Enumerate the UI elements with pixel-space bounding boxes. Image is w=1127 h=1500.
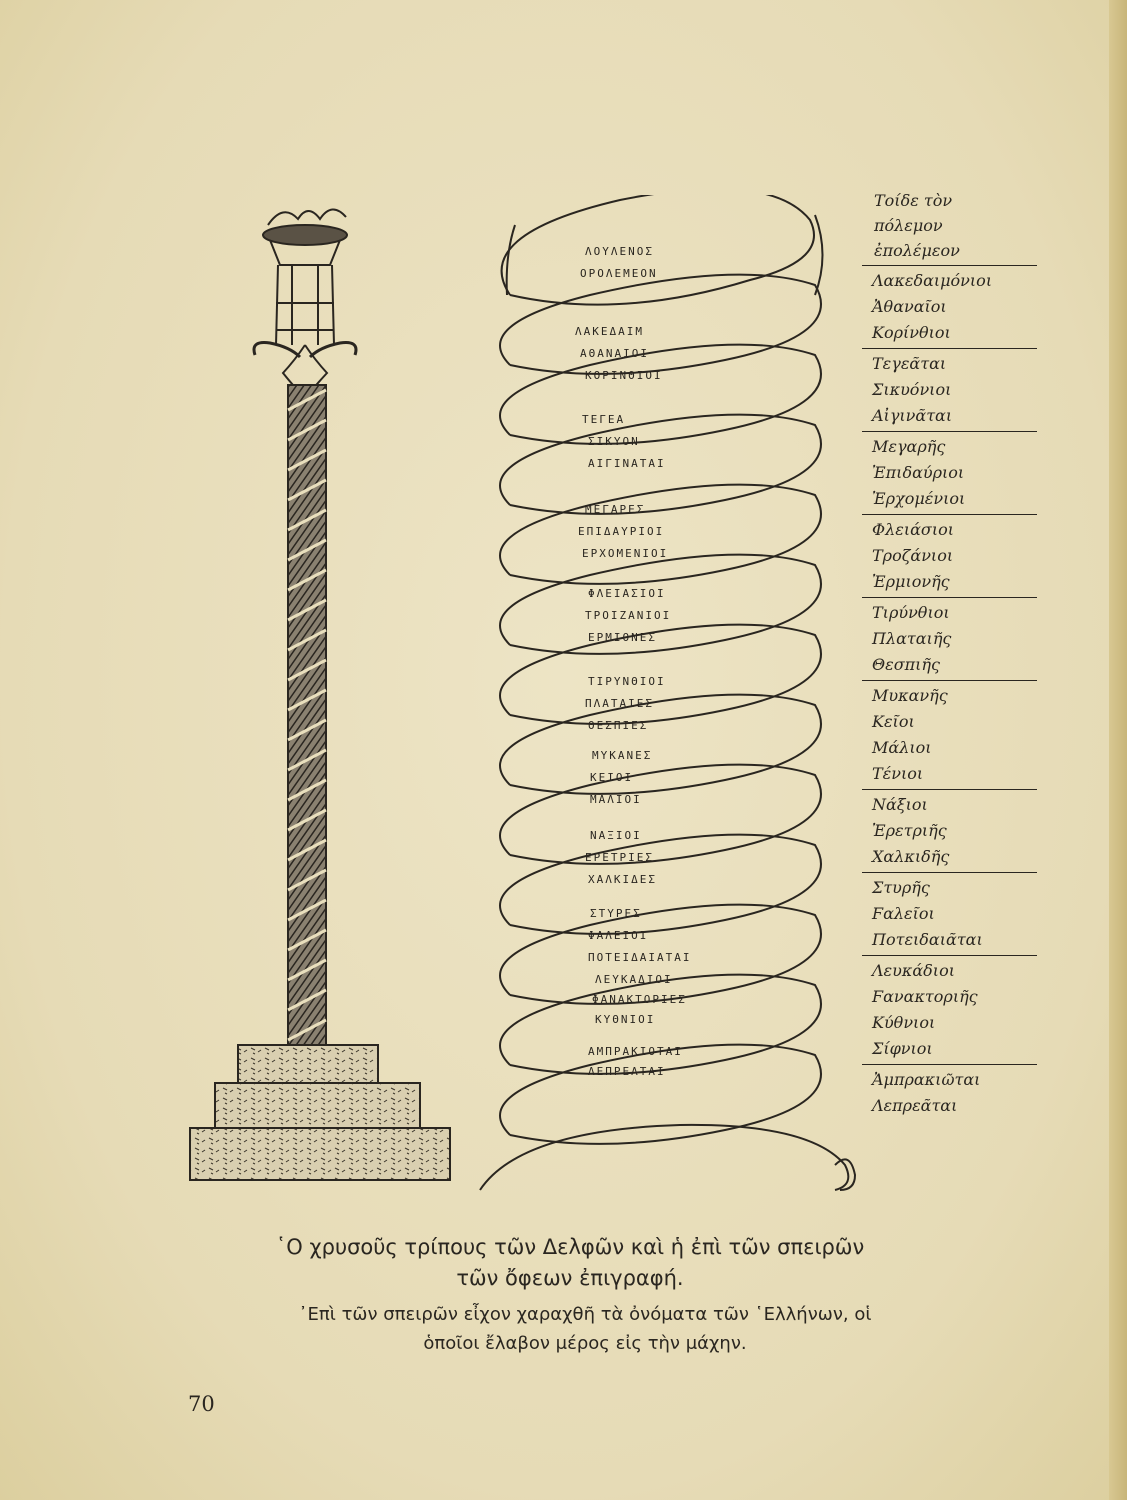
page-edge [1109,0,1127,1500]
city-name: Λευκάδιοι [872,961,955,980]
svg-text:ΜΥΚΑΝΕΣ: ΜΥΚΑΝΕΣ [592,749,653,762]
city-name: Ἐρμιονῆς [872,572,950,591]
city-name: Αἰγινᾶται [872,406,953,425]
caption-text-line: ὁποῖοι ἔλαβον μέρος εἰς τὴν μάχην. [423,1333,747,1354]
svg-text:ΧΑΛΚΙΔΕΣ: ΧΑΛΚΙΔΕΣ [588,873,657,886]
city-name: Στυρῆς [872,878,930,897]
city-name: Ἐρετριῆς [872,821,947,840]
intro-line: ἐπολέμεον [874,241,960,260]
svg-text:ΑΜΠΡΑΚΙΟΤΑΙ: ΑΜΠΡΑΚΙΟΤΑΙ [588,1045,683,1058]
city-name: Μεγαρῆς [872,437,946,456]
svg-text:ΕΡΕΤΡΙΕΣ: ΕΡΕΤΡΙΕΣ [585,851,654,864]
serpent-column-illustration [180,195,465,1195]
city-name: Ἐπιδαύριοι [872,463,965,482]
name-group [862,872,1037,953]
intro-line: Τοίδε τὸν [874,191,953,210]
intro-line: πόλεμον [874,216,943,235]
city-name: Κύθνιοι [872,1013,936,1032]
city-name: Ϝανακτοριῆς [872,987,978,1006]
city-name: Χαλκιδῆς [872,847,950,866]
svg-text:ΕΡΧΟΜΕΝΙΟΙ: ΕΡΧΟΜΕΝΙΟΙ [582,547,669,560]
caption-title-line: ῾Ο χρυσοῦς τρίπους τῶν Δελφῶν καὶ ἡ ἐπὶ τῶν σπειρῶν [275,1235,865,1259]
svg-text:ΣΤΥΡΕΣ: ΣΤΥΡΕΣ [590,907,642,920]
svg-text:ΤΕΓΕΑ: ΤΕΓΕΑ [582,413,626,426]
svg-text:ΑΘΑΝΑΙΟΙ: ΑΘΑΝΑΙΟΙ [580,347,649,360]
svg-text:ΛΕΥΚΑΔΙΟΙ: ΛΕΥΚΑΔΙΟΙ [595,973,673,986]
svg-text:ΚΟΡΙΝΘΙΟΙ: ΚΟΡΙΝΘΙΟΙ [585,369,663,382]
city-name: Τεγεᾶται [872,354,947,373]
city-name: Λακεδαιμόνιοι [872,271,993,290]
svg-text:ΚΕΙΟΙ: ΚΕΙΟΙ [590,771,634,784]
city-name: Ποτειδαιᾶται [872,930,983,949]
svg-text:ΕΡΜΙΟΝΕΣ: ΕΡΜΙΟΝΕΣ [588,631,657,644]
city-name: Λεπρεᾶται [872,1096,958,1115]
name-group [862,348,1037,429]
name-group [862,265,1037,346]
svg-text:ΜΕΓΑΡΕΣ: ΜΕΓΑΡΕΣ [585,503,646,516]
page-number: 70 [188,1392,215,1416]
inscription-name-list [862,188,1037,1119]
svg-text:ΦΛΕΙΑΣΙΟΙ: ΦΛΕΙΑΣΙΟΙ [588,587,666,600]
figure-caption-title [180,1232,960,1294]
city-name: Σικυόνιοι [872,380,952,399]
city-name: Τιρύνθιοι [872,603,950,622]
svg-text:ΑΙΓΙΝΑΤΑΙ: ΑΙΓΙΝΑΤΑΙ [588,457,666,470]
svg-text:ΘΕΣΠΙΕΣ: ΘΕΣΠΙΕΣ [588,719,649,732]
city-name: Μυκανῆς [872,686,948,705]
name-group [862,514,1037,595]
svg-text:ΝΑΞΙΟΙ: ΝΑΞΙΟΙ [590,829,642,842]
name-group [862,955,1037,1062]
city-name: Ἀθαναῖοι [872,297,947,316]
name-group [862,789,1037,870]
city-name: Ἀμπρακιῶται [872,1070,981,1089]
svg-text:ΣΙΚΥΟΝ: ΣΙΚΥΟΝ [588,435,640,448]
figure-caption-text [200,1300,970,1358]
inscribed-coils-diagram [470,195,870,1195]
city-name: Κορίνθιοι [872,323,951,342]
city-name: Τένιοι [872,764,924,783]
svg-text:ΜΑΛΙΟΙ: ΜΑΛΙΟΙ [590,793,642,806]
svg-text:ΠΛΑΤΑΙΕΣ: ΠΛΑΤΑΙΕΣ [585,697,654,710]
city-name: Τροζάνιοι [872,546,954,565]
svg-text:ΦΑΛΕΙΟΙ: ΦΑΛΕΙΟΙ [588,929,649,942]
svg-text:ΛΕΠΡΕΑΤΑΙ: ΛΕΠΡΕΑΤΑΙ [588,1065,666,1078]
city-name: Σίφνιοι [872,1039,933,1058]
svg-text:ΤΡΟΙΖΑΝΙΟΙ: ΤΡΟΙΖΑΝΙΟΙ [585,609,672,622]
city-name: Ϝαλεῖοι [872,904,935,923]
city-name: Νάξιοι [872,795,928,814]
svg-text:ΠΟΤΕΙΔΑΙΑΤΑΙ: ΠΟΤΕΙΔΑΙΑΤΑΙ [588,951,692,964]
name-group [862,431,1037,512]
caption-title-line: τῶν ὄφεων ἐπιγραφή. [456,1266,684,1290]
name-group [862,680,1037,787]
name-group [862,1064,1037,1119]
caption-text-line: ᾽Επὶ τῶν σπειρῶν εἶχον χαραχθῆ τὰ ὀνόματα τῶν ῾Ελλήνων, οἱ [298,1304,872,1325]
svg-text:ΦΑΝΑΚΤΟΡΙΕΣ: ΦΑΝΑΚΤΟΡΙΕΣ [592,993,687,1006]
svg-text:ΛΑΚΕΔΑΙΜ: ΛΑΚΕΔΑΙΜ [575,325,644,338]
svg-text:ΟΡΟΛΕΜΕΟΝ: ΟΡΟΛΕΜΕΟΝ [580,267,658,280]
svg-text:ΚΥΘΝΙΟΙ: ΚΥΘΝΙΟΙ [595,1013,656,1026]
inscription-intro [862,188,1037,263]
svg-text:ΛΟΥΛΕΝΟΣ: ΛΟΥΛΕΝΟΣ [585,245,654,258]
city-name: Φλειάσιοι [872,520,955,539]
city-name: Θεσπιῆς [872,655,940,674]
city-name: Ἐρχομένιοι [872,489,966,508]
svg-text:ΕΠΙΔΑΥΡΙΟΙ: ΕΠΙΔΑΥΡΙΟΙ [578,525,665,538]
name-group [862,597,1037,678]
city-name: Πλαταιῆς [872,629,952,648]
city-name: Κεῖοι [872,712,915,731]
city-name: Μάλιοι [872,738,932,757]
svg-text:ΤΙΡΥΝΘΙΟΙ: ΤΙΡΥΝΘΙΟΙ [588,675,666,688]
